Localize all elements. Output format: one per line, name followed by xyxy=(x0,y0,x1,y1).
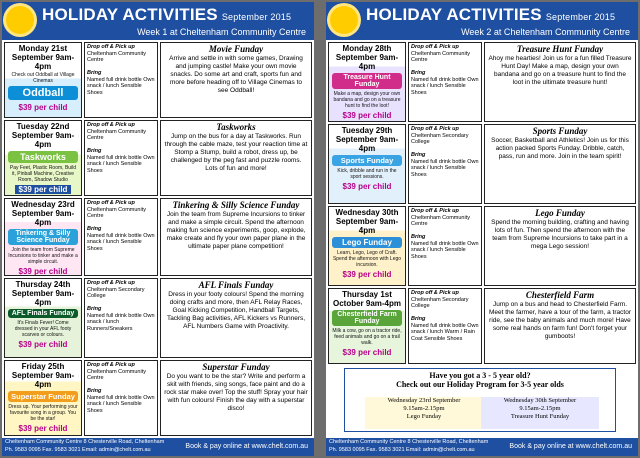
description-title: Sports Funday xyxy=(532,126,588,136)
description-panel xyxy=(160,278,312,358)
info-panel xyxy=(84,120,158,196)
month-text: September 2015 xyxy=(545,12,616,22)
description-text: Join the team from Supreme Incursions to tinker and make a simple circuit. Spend the afternoon making fun science experiments, goop, explode, make create and fly your own paper plane in the ultimate paper plane competition! xyxy=(166,211,306,250)
bring-heading: Bring xyxy=(87,70,102,76)
venue-text: Cheltenham Secondary College xyxy=(87,286,145,299)
bring-text: Named full drink bottle Own snack / lunch Warm / Rain Coat Sensible Shoes xyxy=(411,322,479,342)
day-blurb: It's Finals Fever! Come dressed in your AFL footy scarves or colours. xyxy=(14,320,72,338)
description-title: AFL Finals Funday xyxy=(198,280,274,290)
day-heading: Wednesday 23rd September 9am-4pm xyxy=(11,200,75,227)
description-text: Soccer, Basketball and Athletics! Join us for this action packed Sports Funday. Dribble, catch, pass, run and more. Join in the team spirit! xyxy=(491,137,629,160)
bring-text: Named full drink bottle Own snack / lunch Sensible Shoes xyxy=(87,154,155,174)
toddler-program-box xyxy=(344,368,616,432)
venue-text: Cheltenham Community Centre xyxy=(411,50,470,63)
venue-text: Cheltenham Community Centre xyxy=(87,50,146,63)
info-heading: Drop off & Pick up xyxy=(87,280,135,286)
bring-text: Named full drink bottle Own snack / lunch Sensible Shoes xyxy=(87,394,155,414)
venue-text: Cheltenham Community Centre xyxy=(87,206,146,219)
bring-text: Named full drink bottle Own snack / lunch Sensible Shoes xyxy=(411,240,479,260)
info-panel xyxy=(84,198,158,276)
day-panel xyxy=(4,360,82,436)
bring-heading: Bring xyxy=(87,388,102,394)
page-footer xyxy=(2,438,314,456)
activity-row xyxy=(4,120,312,196)
bring-heading: Bring xyxy=(411,152,426,158)
bring-text: Named full drink bottle Own snack / lunch Sensible Shoes xyxy=(87,232,155,252)
description-title: Superstar Funday xyxy=(202,362,270,372)
sun-icon xyxy=(6,6,34,34)
day-heading: Friday 25th September 9am-4pm xyxy=(11,362,75,389)
day-blurb: Check out Oddball at Village Cinemas xyxy=(11,72,75,84)
venue-text: Cheltenham Secondary College xyxy=(411,296,469,309)
description-text: Ahoy me hearties! Join us for a fun filled Treasure Hunt Day! Make a map, design your own bandana and go on a treasure hunt to find the loot in the ultimate treasure hunt! xyxy=(488,55,632,86)
description-text: Dress in your footy colours! Spend the morning doing crafts and more, then AFL Relay Races, Goal Kicking Competition, Handball Targets, Tackling Bag activities, AFL Kickers vs Runners, AFL Numbers Game with Proactivity. xyxy=(166,291,306,330)
footer-booking-link[interactable]: Book & pay online at www.chelt.com.au xyxy=(185,443,308,450)
info-heading: Drop off & Pick up xyxy=(411,126,459,132)
price-label: $39 per child xyxy=(342,348,392,357)
slot-date: Wednesday 23rd September xyxy=(387,397,461,404)
info-panel xyxy=(408,42,482,122)
title-text: HOLIDAY ACTIVITIES xyxy=(42,5,218,24)
page-week-2 xyxy=(326,2,638,456)
activity-row xyxy=(328,42,636,122)
bring-text: Named full drink bottle Own snack / lunch Runners/Sneakers xyxy=(87,312,155,332)
day-panel xyxy=(4,42,82,118)
day-blurb: Kick, dribble and run in the sport sessions. xyxy=(337,168,397,180)
day-heading: Monday 21st September 9am-4pm xyxy=(11,44,75,71)
activity-row xyxy=(4,42,312,118)
description-panel xyxy=(484,206,636,286)
footer-address: Cheltenham Community Centre 8 Chesterville Road, Cheltenham xyxy=(5,439,165,445)
bring-text: Named full drink bottle Own snack / lunch Sensible Shoes xyxy=(411,158,479,178)
description-title: Taskworks xyxy=(216,122,256,132)
description-panel xyxy=(160,42,312,118)
day-blurb: Dress up. Your performing your favourite song in a group. You be the star! xyxy=(8,404,78,422)
day-blurb: Pay Feet, Plastic Room, Build it, Pinball Machine, Creative Room, Shadow Studio xyxy=(9,165,77,183)
footer-address: Cheltenham Community Centre 8 Chesterville Road, Cheltenham xyxy=(329,439,489,445)
footer-contact: Ph. 9583 0095 Fax. 9583 3021 Email: admin@chelt.com.au xyxy=(5,447,151,453)
tinkering-banner: Tinkering & Silly Science Funday xyxy=(8,229,78,245)
bring-text: Named full drink bottle Own snack / lunch Sensible Shoes xyxy=(87,76,155,96)
day-panel xyxy=(4,278,82,358)
info-heading: Drop off & Pick up xyxy=(411,208,459,214)
bring-heading: Bring xyxy=(87,306,102,312)
description-text: Jump on the bus for a day at Taskworks. Run through the cable maze, test your reaction time at Stomp a Stump, build a robot, dress up, be challenged by the peg fast and puzzle rooms. Lots of fun and more! xyxy=(164,133,308,172)
day-blurb: Join the team from Supreme Incursions to tinker and make a simple circuit. xyxy=(8,247,78,265)
day-panel xyxy=(328,206,406,286)
day-blurb: Learn, Lego, Lego of Craft. Spend the afternoon with Lego incursion. xyxy=(332,250,402,268)
day-blurb: Milk a cow, go on a tractor ride, feed animals and go on a trail walk. xyxy=(332,328,402,346)
description-panel xyxy=(484,124,636,204)
info-panel xyxy=(84,278,158,358)
venue-text: Cheltenham Community Centre xyxy=(87,128,146,141)
day-panel xyxy=(328,124,406,204)
day-heading: Tuesday 22nd September 9am-4pm xyxy=(11,122,75,149)
description-text: Arrive and settle in with some games, Drawing and jumping castle! Make your own movie snacks. Do some art and craft, sports fun and more before heading off to Village Cinemas to see Oddball! xyxy=(169,55,303,94)
price-label: $39 per child xyxy=(18,424,68,433)
promo-slot xyxy=(365,397,483,429)
month-text: September 2015 xyxy=(221,12,292,22)
day-heading: Thursday 24th September 9am-4pm xyxy=(11,280,75,307)
bring-heading: Bring xyxy=(411,234,426,240)
info-heading: Drop off & Pick up xyxy=(87,362,135,368)
info-heading: Drop off & Pick up xyxy=(87,200,135,206)
description-text: Jump on a bus and head to Chesterfield Farm. Meet the farmer, have a tour of the farm, a tractor ride, see the baby animals and much more! Have some real hands on farm fun! Don't forget your gumboots! xyxy=(489,301,631,340)
footer-booking-link[interactable]: Book & pay online at www.chelt.com.au xyxy=(509,443,632,450)
description-text: Do you want to be the star? Write and perform a skit with friends, sing songs, face paint and do a rock star make over! Top the stuff! Spray your hair with fun colours! Finish the day with a superstar disco! xyxy=(164,373,308,412)
promo-heading: Have you got a 3 - 5 year old? xyxy=(429,371,531,380)
promo-subheading: Check out our Holiday Program for 3-5 year olds xyxy=(396,380,564,389)
price-label: $39 per child xyxy=(18,267,68,276)
bring-heading: Bring xyxy=(411,316,426,322)
slot-name: Lego Funday xyxy=(406,413,442,420)
description-panel xyxy=(160,198,312,276)
description-title: Tinkering & Silly Science Funday xyxy=(172,200,300,210)
description-title: Movie Funday xyxy=(208,44,264,54)
info-heading: Drop off & Pick up xyxy=(87,44,135,50)
week-label: Week 1 at Cheltenham Community Centre xyxy=(137,27,306,37)
sun-icon xyxy=(330,6,358,34)
activity-row xyxy=(4,360,312,436)
description-panel xyxy=(484,42,636,122)
bring-text: Named full drink bottle Own snack / lunch Sensible Shoes xyxy=(411,76,479,96)
info-panel xyxy=(408,288,482,364)
lego-banner: Lego Funday xyxy=(332,237,402,248)
bring-heading: Bring xyxy=(87,148,102,154)
day-panel xyxy=(4,120,82,196)
price-label: $39 per child xyxy=(342,182,392,191)
promo-slot xyxy=(481,397,599,429)
activity-row xyxy=(4,198,312,276)
venue-text: Cheltenham Community Centre xyxy=(87,368,146,381)
venue-text: Cheltenham Secondary College xyxy=(411,132,469,145)
info-panel xyxy=(84,360,158,436)
description-panel xyxy=(160,360,312,436)
footer-contact: Ph. 9583 0095 Fax. 9583 3021 Email: admin@chelt.com.au xyxy=(329,447,475,453)
slot-name: Treasure Hunt Funday xyxy=(510,413,570,420)
price-label: $39 per child xyxy=(342,270,392,279)
page-footer xyxy=(326,438,638,456)
day-panel xyxy=(328,288,406,364)
description-panel xyxy=(484,288,636,364)
oddball-banner: Oddball xyxy=(8,86,78,100)
activity-row xyxy=(328,288,636,364)
slot-time: 9.15am-2.15pm xyxy=(403,405,445,412)
page-header xyxy=(2,2,314,40)
farm-banner: Chesterfield Farm Funday xyxy=(332,310,402,326)
slot-time: 9.15am-2.15pm xyxy=(519,405,561,412)
slot-date: Wednesday 30th September xyxy=(503,397,577,404)
info-heading: Drop off & Pick up xyxy=(87,122,135,128)
day-blurb: Make a map, design your own bandana and go on a treasure hunt to find the loot! xyxy=(333,91,401,109)
bring-heading: Bring xyxy=(87,226,102,232)
info-panel xyxy=(84,42,158,118)
info-heading: Drop off & Pick up xyxy=(411,290,459,296)
page-title xyxy=(42,5,291,25)
page-title xyxy=(366,5,615,25)
page-header xyxy=(326,2,638,40)
day-heading: Thursday 1st October 9am-4pm xyxy=(332,290,402,308)
day-panel xyxy=(328,42,406,122)
sports-banner: Sports Funday xyxy=(332,155,402,166)
superstar-banner: Superstar Funday xyxy=(8,391,78,402)
afl-banner: AFL Finals Funday xyxy=(8,309,78,318)
page-week-1 xyxy=(2,2,314,456)
description-title: Lego Funday xyxy=(535,208,585,218)
activity-row xyxy=(328,124,636,204)
day-heading: Wednesday 30th September 9am-4pm xyxy=(335,208,399,235)
bring-heading: Bring xyxy=(411,70,426,76)
taskworks-banner: Taskworks xyxy=(8,151,78,163)
price-label: $39 per child xyxy=(18,103,68,112)
day-heading: Tuesday 29th September 9am-4pm xyxy=(335,126,399,153)
info-panel xyxy=(408,206,482,286)
info-heading: Drop off & Pick up xyxy=(411,44,459,50)
description-title: Treasure Hunt Funday xyxy=(516,44,604,54)
week-label: Week 2 at Cheltenham Community Centre xyxy=(461,27,630,37)
title-text: HOLIDAY ACTIVITIES xyxy=(366,5,542,24)
treasure-banner: Treasure Hunt Funday xyxy=(332,73,402,89)
day-panel xyxy=(4,198,82,276)
activity-row xyxy=(4,278,312,358)
price-label: $39 per child xyxy=(342,111,392,120)
activity-row xyxy=(328,206,636,286)
info-panel xyxy=(408,124,482,204)
price-label: $39 per child xyxy=(18,340,68,349)
price-label: $39 per child xyxy=(15,185,72,194)
description-text: Spend the morning building, crafting and having lots of fun. Then spend the afternoon with the team from Supreme Incursions to take part in a mega Lego session! xyxy=(491,219,629,250)
description-panel xyxy=(160,120,312,196)
venue-text: Cheltenham Community Centre xyxy=(411,214,470,227)
description-title: Chesterfield Farm xyxy=(525,290,595,300)
day-heading: Monday 28th September 9am-4pm xyxy=(335,44,399,71)
